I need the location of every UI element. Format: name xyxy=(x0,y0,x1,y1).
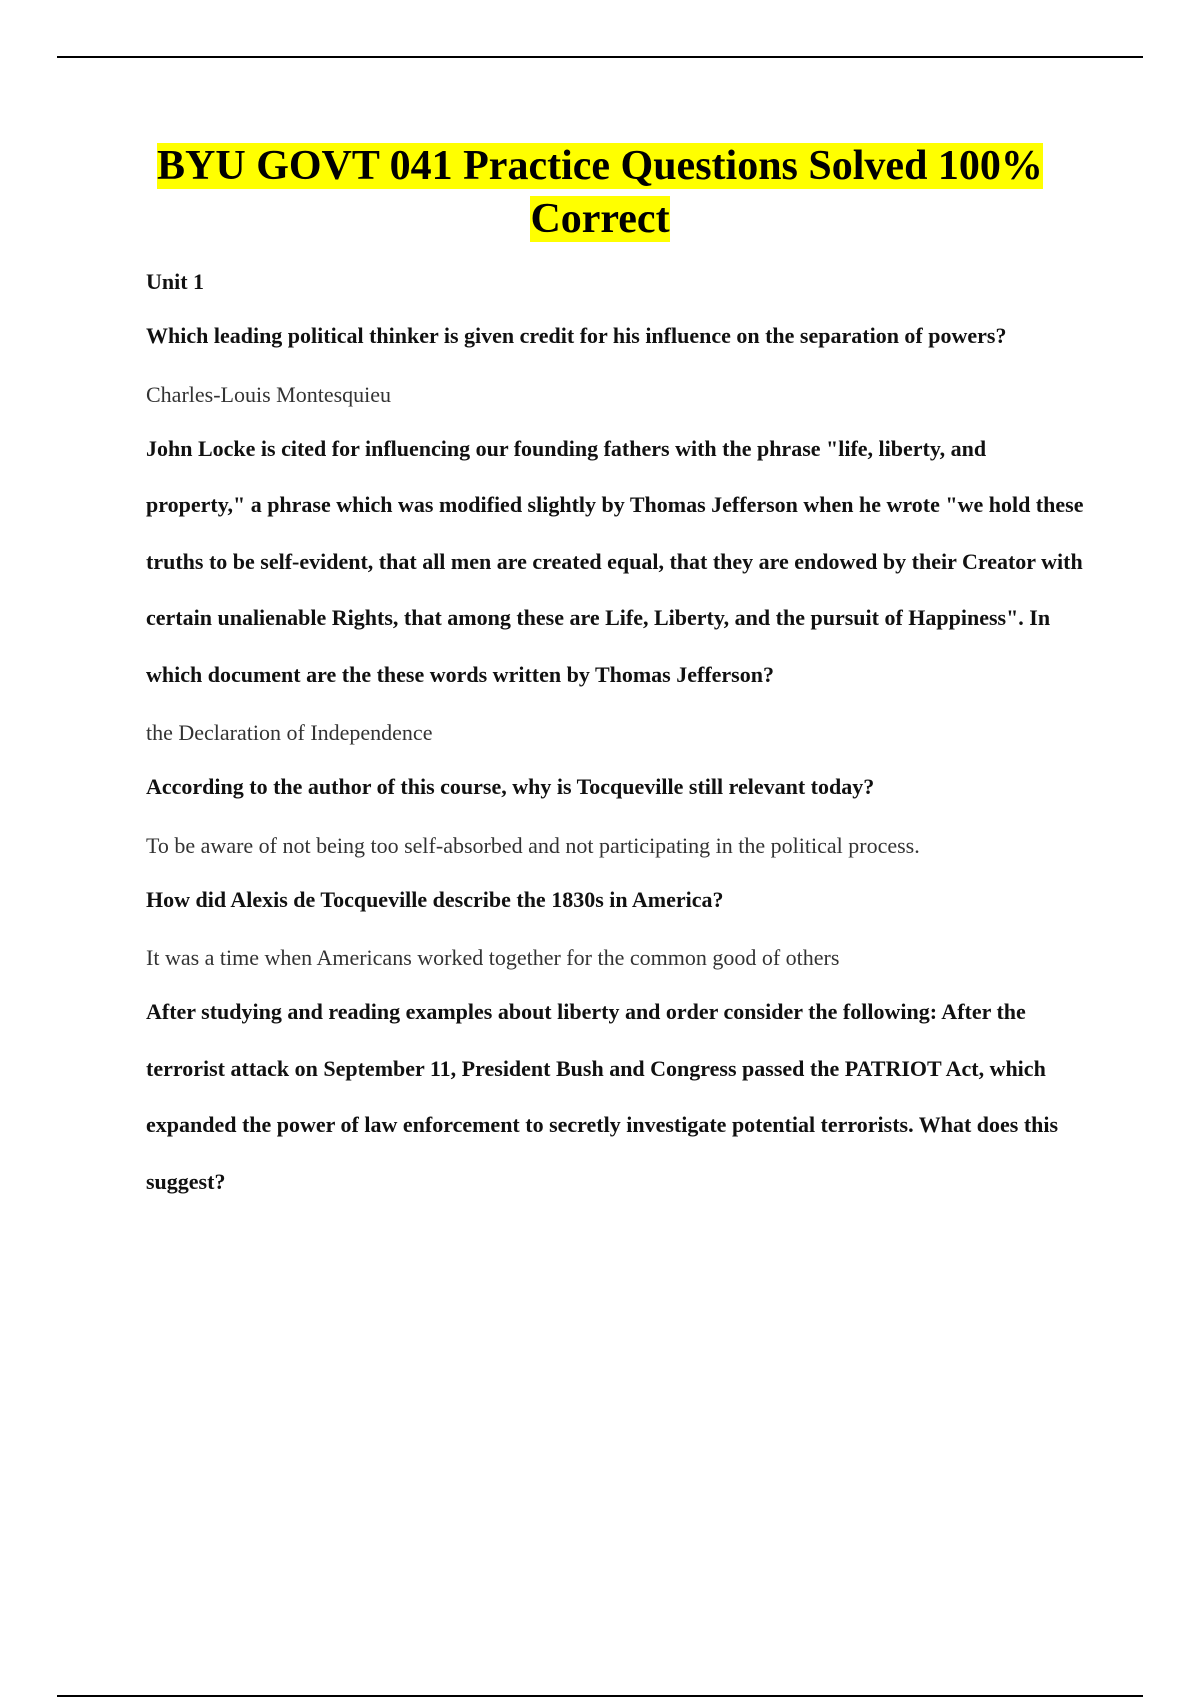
answer-1: Charles-Louis Montesquieu xyxy=(146,381,392,407)
question-2: John Locke is cited for influencing our founding fathers with the phrase "life, liberty, and property," a phrase which was modified slightly by Thomas Jefferson when he wrote "we hold these truths to be self-evident, that all men are created equal, that they are endowed by their Creator with certain unalienable Rights, that among these are Life, Liberty, and the pursuit of Happiness". In which document are the these words written by Thomas Jefferson? xyxy=(146,435,1084,687)
top-rule xyxy=(57,56,1143,58)
question-3: According to the author of this course, why is Tocqueville still relevant today? xyxy=(146,774,875,799)
answer-4: It was a time when Americans worked together for the common good of others xyxy=(146,945,840,970)
answer-2: the Declaration of Independence xyxy=(146,720,433,745)
answer-3: To be aware of not being too self-absorbed and not participating in the political process. xyxy=(146,832,920,858)
document-body xyxy=(146,262,1086,1210)
page-title: BYU GOVT 041 Practice Questions Solved 100% Correct xyxy=(157,143,1043,242)
question-4: How did Alexis de Tocqueville describe the 1830s in America? xyxy=(146,886,724,912)
title-block xyxy=(100,140,1100,246)
unit-heading: Unit 1 xyxy=(146,269,205,294)
bottom-rule xyxy=(57,1695,1143,1697)
question-5: After studying and reading examples about liberty and order consider the following: After the terrorist attack on September 11, President Bush and Congress passed the PATRIOT Act, which expanded the power of law enforcement to secretly investigate potential terrorists. What does this suggest? xyxy=(146,999,1059,1194)
question-1: Which leading political thinker is given credit for his influence on the separation of powers? xyxy=(146,323,1007,348)
